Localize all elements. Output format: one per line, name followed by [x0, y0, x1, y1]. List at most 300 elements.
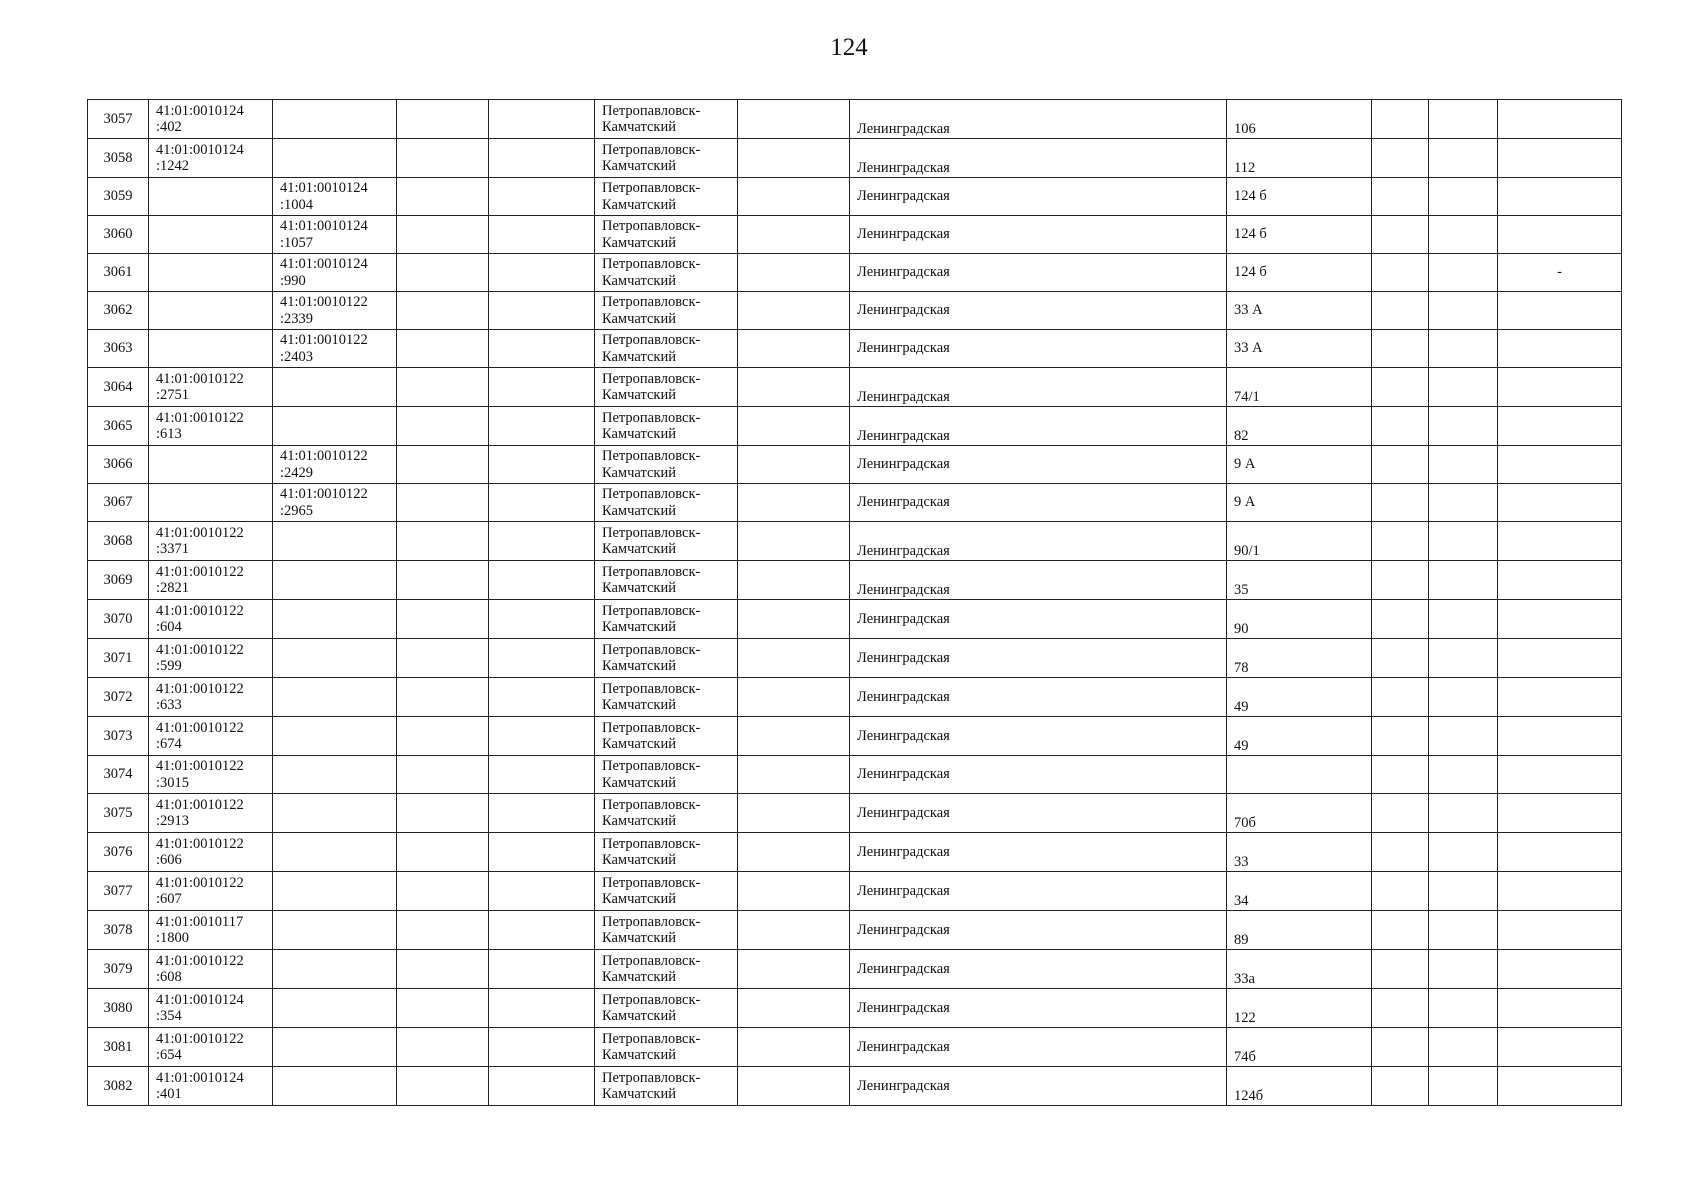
table-row — [88, 330, 1622, 368]
cadastral-number-cell — [149, 950, 273, 989]
note-cell — [1498, 833, 1622, 872]
cadastral-number-cell — [273, 1067, 397, 1106]
city-cell — [595, 216, 738, 254]
cell-line: Камчатский — [602, 502, 676, 519]
city-cell — [595, 1067, 738, 1106]
empty-cell — [1429, 833, 1498, 872]
empty-cell — [738, 950, 850, 989]
street-cell: Ленинградская — [850, 794, 1227, 833]
cell-line: 41:01:0010122 — [156, 370, 244, 387]
cadastral-number-cell — [149, 794, 273, 833]
empty-cell — [489, 639, 595, 678]
cadastral-number-cell — [149, 368, 273, 407]
cadastral-number-cell — [273, 330, 397, 368]
empty-cell — [1372, 368, 1429, 407]
cell-line: Камчатский — [602, 348, 676, 365]
cadastral-number-cell — [273, 368, 397, 407]
empty-cell — [397, 950, 489, 989]
note-cell — [1498, 368, 1622, 407]
cadastral-number-cell — [149, 522, 273, 561]
cadastral-number-cell — [273, 216, 397, 254]
cell-line: :3371 — [156, 541, 190, 557]
street-cell: Ленинградская — [850, 484, 1227, 522]
cell-line: Петропавловск- — [602, 952, 701, 969]
table-row — [88, 872, 1622, 911]
empty-cell — [489, 484, 595, 522]
city-cell — [595, 678, 738, 717]
note-cell — [1498, 330, 1622, 368]
cell-line: Петропавловск- — [602, 913, 701, 930]
house-number-cell: 90/1 — [1227, 522, 1372, 561]
cell-line: 41:01:0010122 — [156, 719, 244, 736]
cell-line: :633 — [156, 697, 182, 713]
city-cell — [595, 446, 738, 484]
empty-cell — [1372, 484, 1429, 522]
empty-cell — [1429, 717, 1498, 756]
empty-cell — [738, 1028, 850, 1067]
cell-line: Камчатский — [602, 736, 676, 752]
cell-line: Камчатский — [602, 464, 676, 481]
house-number-cell: 122 — [1227, 989, 1372, 1028]
cadastral-number-cell — [149, 833, 273, 872]
empty-cell — [1372, 292, 1429, 330]
cell-line: Петропавловск- — [602, 796, 701, 813]
cell-line: Петропавловск- — [602, 102, 701, 119]
city-cell — [595, 950, 738, 989]
cell-line: Петропавловск- — [602, 256, 701, 272]
cell-line: Камчатский — [602, 426, 676, 442]
empty-cell — [1372, 989, 1429, 1028]
cell-line: Камчатский — [602, 196, 676, 213]
cadastral-number-cell — [273, 292, 397, 330]
cell-line: 41:01:0010124 — [280, 256, 368, 272]
cell-line: :2913 — [156, 813, 190, 829]
empty-cell — [489, 139, 595, 178]
cadastral-number-cell — [149, 139, 273, 178]
house-number-cell: 9 А — [1227, 484, 1372, 522]
empty-cell — [738, 872, 850, 911]
empty-cell — [1429, 100, 1498, 139]
cadastral-number-cell — [273, 794, 397, 833]
note-cell — [1498, 639, 1622, 678]
cell-line: :3015 — [156, 774, 190, 791]
empty-cell — [489, 911, 595, 950]
cell-line: Петропавловск- — [602, 602, 701, 619]
note-cell — [1498, 522, 1622, 561]
cadastral-number-cell — [149, 292, 273, 330]
row-number: 3077 — [88, 872, 149, 911]
cadastral-number-cell — [273, 872, 397, 911]
cadastral-number-cell — [149, 678, 273, 717]
cell-line: Камчатский — [602, 272, 676, 289]
cell-line: :990 — [280, 272, 306, 289]
cadastral-number-cell — [149, 446, 273, 484]
house-number-cell: 33а — [1227, 950, 1372, 989]
empty-cell — [397, 446, 489, 484]
note-cell — [1498, 756, 1622, 794]
house-number-cell: 49 — [1227, 678, 1372, 717]
empty-cell — [1372, 407, 1429, 446]
cell-line: Петропавловск- — [602, 758, 701, 774]
cadastral-number-cell — [149, 911, 273, 950]
cell-line: :1004 — [280, 196, 314, 213]
city-cell — [595, 100, 738, 139]
note-cell — [1498, 678, 1622, 717]
cadastral-number-cell — [149, 100, 273, 139]
empty-cell — [1372, 178, 1429, 216]
empty-cell — [1372, 756, 1429, 794]
street-cell: Ленинградская — [850, 139, 1227, 178]
note-cell — [1498, 407, 1622, 446]
empty-cell — [1372, 216, 1429, 254]
row-number: 3064 — [88, 368, 149, 407]
street-cell: Ленинградская — [850, 407, 1227, 446]
table-row — [88, 484, 1622, 522]
empty-cell — [1372, 639, 1429, 678]
cadastral-number-cell — [149, 600, 273, 639]
row-number: 3062 — [88, 292, 149, 330]
empty-cell — [738, 717, 850, 756]
row-number: 3057 — [88, 100, 149, 139]
street-cell: Ленинградская — [850, 216, 1227, 254]
cell-line: Петропавловск- — [602, 874, 701, 891]
row-number: 3075 — [88, 794, 149, 833]
row-number: 3070 — [88, 600, 149, 639]
cell-line: Петропавловск- — [602, 1069, 701, 1086]
cell-line: Камчатский — [602, 891, 676, 907]
empty-cell — [1429, 407, 1498, 446]
street-cell: Ленинградская — [850, 292, 1227, 330]
cadastral-number-cell — [149, 254, 273, 292]
street-cell: Ленинградская — [850, 100, 1227, 139]
empty-cell — [1429, 794, 1498, 833]
table-row — [88, 600, 1622, 639]
cadastral-number-cell — [273, 950, 397, 989]
cell-line: :654 — [156, 1047, 182, 1063]
cell-line: Петропавловск- — [602, 641, 701, 658]
street-cell: Ленинградская — [850, 639, 1227, 678]
city-cell — [595, 178, 738, 216]
table-row — [88, 522, 1622, 561]
empty-cell — [489, 678, 595, 717]
empty-cell — [489, 1028, 595, 1067]
cell-line: Камчатский — [602, 658, 676, 674]
row-number: 3061 — [88, 254, 149, 292]
empty-cell — [1429, 178, 1498, 216]
empty-cell — [1372, 950, 1429, 989]
empty-cell — [738, 178, 850, 216]
cell-line: :613 — [156, 426, 182, 442]
street-cell: Ленинградская — [850, 522, 1227, 561]
house-number-cell: 89 — [1227, 911, 1372, 950]
city-cell — [595, 872, 738, 911]
cadastral-number-cell — [273, 989, 397, 1028]
cell-line: 41:01:0010124 — [280, 180, 368, 196]
empty-cell — [738, 100, 850, 139]
cell-line: Камчатский — [602, 1008, 676, 1024]
note-cell — [1498, 600, 1622, 639]
cell-line: 41:01:0010124 — [156, 1069, 244, 1086]
city-cell — [595, 407, 738, 446]
empty-cell — [1429, 484, 1498, 522]
cell-line: Петропавловск- — [602, 835, 701, 852]
cadastral-number-cell — [149, 717, 273, 756]
empty-cell — [489, 178, 595, 216]
empty-cell — [489, 756, 595, 794]
cell-line: 41:01:0010122 — [156, 1030, 244, 1047]
empty-cell — [489, 794, 595, 833]
cell-line: :608 — [156, 969, 182, 985]
table-row — [88, 178, 1622, 216]
empty-cell — [397, 139, 489, 178]
empty-cell — [1429, 522, 1498, 561]
cell-line: Петропавловск- — [602, 680, 701, 697]
house-number-cell: 9 А — [1227, 446, 1372, 484]
empty-cell — [1429, 1067, 1498, 1106]
cell-line: 41:01:0010122 — [156, 563, 244, 580]
empty-cell — [738, 407, 850, 446]
street-cell: Ленинградская — [850, 833, 1227, 872]
empty-cell — [397, 292, 489, 330]
city-cell — [595, 1028, 738, 1067]
table-row — [88, 368, 1622, 407]
table-row — [88, 407, 1622, 446]
row-number: 3082 — [88, 1067, 149, 1106]
empty-cell — [1429, 756, 1498, 794]
cadastral-number-cell — [273, 717, 397, 756]
street-cell: Ленинградская — [850, 989, 1227, 1028]
cell-line: Петропавловск- — [602, 409, 701, 426]
note-cell — [1498, 1067, 1622, 1106]
table-row — [88, 254, 1622, 292]
note-cell — [1498, 717, 1622, 756]
empty-cell — [397, 561, 489, 600]
cadastral-number-cell — [149, 639, 273, 678]
empty-cell — [397, 100, 489, 139]
street-cell: Ленинградская — [850, 950, 1227, 989]
cell-line: 41:01:0010122 — [156, 874, 244, 891]
empty-cell — [738, 522, 850, 561]
empty-cell — [1372, 600, 1429, 639]
table-row — [88, 561, 1622, 600]
note-cell — [1498, 1028, 1622, 1067]
cell-line: Камчатский — [602, 852, 676, 868]
row-number: 3074 — [88, 756, 149, 794]
note-cell — [1498, 178, 1622, 216]
empty-cell — [738, 254, 850, 292]
cell-line: 41:01:0010122 — [156, 524, 244, 541]
note-cell — [1498, 989, 1622, 1028]
city-cell — [595, 911, 738, 950]
cell-line: 41:01:0010122 — [280, 486, 368, 502]
row-number: 3068 — [88, 522, 149, 561]
table-row — [88, 794, 1622, 833]
city-cell — [595, 639, 738, 678]
cell-line: Камчатский — [602, 234, 676, 251]
street-cell: Ленинградская — [850, 678, 1227, 717]
cell-line: Петропавловск- — [602, 719, 701, 736]
empty-cell — [1429, 989, 1498, 1028]
empty-cell — [738, 833, 850, 872]
empty-cell — [1372, 561, 1429, 600]
street-cell: Ленинградская — [850, 330, 1227, 368]
table-row — [88, 1028, 1622, 1067]
house-number-cell: 74б — [1227, 1028, 1372, 1067]
house-number-cell: 82 — [1227, 407, 1372, 446]
cell-line: :354 — [156, 1008, 182, 1024]
empty-cell — [1372, 794, 1429, 833]
cadastral-number-cell — [149, 407, 273, 446]
note-cell: - — [1498, 254, 1622, 292]
row-number: 3076 — [88, 833, 149, 872]
cell-line: :1800 — [156, 930, 190, 946]
empty-cell — [738, 330, 850, 368]
row-number: 3081 — [88, 1028, 149, 1067]
empty-cell — [738, 794, 850, 833]
empty-cell — [1429, 561, 1498, 600]
row-number: 3073 — [88, 717, 149, 756]
house-number-cell: 34 — [1227, 872, 1372, 911]
note-cell — [1498, 950, 1622, 989]
empty-cell — [397, 1028, 489, 1067]
street-cell: Ленинградская — [850, 600, 1227, 639]
empty-cell — [489, 872, 595, 911]
cell-line: Камчатский — [602, 387, 676, 403]
note-cell — [1498, 872, 1622, 911]
empty-cell — [738, 292, 850, 330]
cell-line: Камчатский — [602, 774, 676, 791]
registry-table — [87, 99, 1622, 1106]
empty-cell — [738, 446, 850, 484]
cadastral-number-cell — [149, 484, 273, 522]
house-number-cell: 33 — [1227, 833, 1372, 872]
table-row — [88, 756, 1622, 794]
table-row — [88, 292, 1622, 330]
empty-cell — [1429, 600, 1498, 639]
empty-cell — [489, 368, 595, 407]
cell-line: 41:01:0010122 — [280, 448, 368, 464]
empty-cell — [738, 561, 850, 600]
cell-line: 41:01:0010122 — [156, 602, 244, 619]
empty-cell — [738, 600, 850, 639]
empty-cell — [1429, 911, 1498, 950]
cadastral-number-cell — [149, 756, 273, 794]
empty-cell — [1429, 950, 1498, 989]
cadastral-number-cell — [273, 139, 397, 178]
empty-cell — [397, 216, 489, 254]
cell-line: Петропавловск- — [602, 448, 701, 464]
cadastral-number-cell — [149, 872, 273, 911]
cell-line: Петропавловск- — [602, 524, 701, 541]
street-cell: Ленинградская — [850, 446, 1227, 484]
cadastral-number-cell — [149, 1067, 273, 1106]
cell-line: :599 — [156, 658, 182, 674]
empty-cell — [1429, 872, 1498, 911]
empty-cell — [397, 600, 489, 639]
row-number: 3079 — [88, 950, 149, 989]
city-cell — [595, 600, 738, 639]
cell-line: Петропавловск- — [602, 563, 701, 580]
cell-line: Камчатский — [602, 541, 676, 557]
cell-line: :2429 — [280, 464, 314, 481]
empty-cell — [397, 178, 489, 216]
cell-line: Камчатский — [602, 697, 676, 713]
empty-cell — [738, 911, 850, 950]
street-cell: Ленинградская — [850, 872, 1227, 911]
cell-line: Камчатский — [602, 1047, 676, 1063]
cell-line: 41:01:0010122 — [156, 796, 244, 813]
house-number-cell: 33 А — [1227, 330, 1372, 368]
city-cell — [595, 756, 738, 794]
cell-line: Камчатский — [602, 813, 676, 829]
house-number-cell — [1227, 756, 1372, 794]
note-cell — [1498, 561, 1622, 600]
cadastral-number-cell — [273, 100, 397, 139]
row-number: 3063 — [88, 330, 149, 368]
row-number: 3065 — [88, 407, 149, 446]
cell-line: 41:01:0010122 — [156, 680, 244, 697]
empty-cell — [489, 600, 595, 639]
cell-line: Петропавловск- — [602, 1030, 701, 1047]
row-number: 3072 — [88, 678, 149, 717]
empty-cell — [397, 254, 489, 292]
cell-line: :401 — [156, 1086, 182, 1102]
table-row — [88, 446, 1622, 484]
note-cell — [1498, 911, 1622, 950]
table-row — [88, 717, 1622, 756]
table-row — [88, 950, 1622, 989]
row-number: 3069 — [88, 561, 149, 600]
empty-cell — [1372, 522, 1429, 561]
house-number-cell: 78 — [1227, 639, 1372, 678]
empty-cell — [489, 446, 595, 484]
cell-line: Камчатский — [602, 969, 676, 985]
empty-cell — [1429, 292, 1498, 330]
table-row — [88, 139, 1622, 178]
empty-cell — [738, 1067, 850, 1106]
cell-line: Петропавловск- — [602, 332, 701, 348]
empty-cell — [397, 756, 489, 794]
cell-line: Камчатский — [602, 310, 676, 327]
street-cell: Ленинградская — [850, 1028, 1227, 1067]
cell-line: 41:01:0010124 — [156, 141, 244, 158]
cell-line: :674 — [156, 736, 182, 752]
row-number: 3066 — [88, 446, 149, 484]
cell-line: Камчатский — [602, 158, 676, 174]
cell-line: Петропавловск- — [602, 991, 701, 1008]
empty-cell — [738, 639, 850, 678]
cell-line: Петропавловск- — [602, 370, 701, 387]
cell-line: :2403 — [280, 348, 314, 365]
cadastral-number-cell — [149, 989, 273, 1028]
cadastral-number-cell — [273, 178, 397, 216]
empty-cell — [738, 139, 850, 178]
house-number-cell: 90 — [1227, 600, 1372, 639]
cell-line: Камчатский — [602, 930, 676, 946]
note-cell — [1498, 292, 1622, 330]
empty-cell — [1372, 911, 1429, 950]
cadastral-number-cell — [149, 216, 273, 254]
cell-line: 41:01:0010122 — [156, 409, 244, 426]
house-number-cell: 35 — [1227, 561, 1372, 600]
empty-cell — [397, 678, 489, 717]
house-number-cell: 112 — [1227, 139, 1372, 178]
empty-cell — [397, 484, 489, 522]
empty-cell — [1372, 254, 1429, 292]
row-number: 3071 — [88, 639, 149, 678]
note-cell — [1498, 446, 1622, 484]
cell-line: :606 — [156, 852, 182, 868]
